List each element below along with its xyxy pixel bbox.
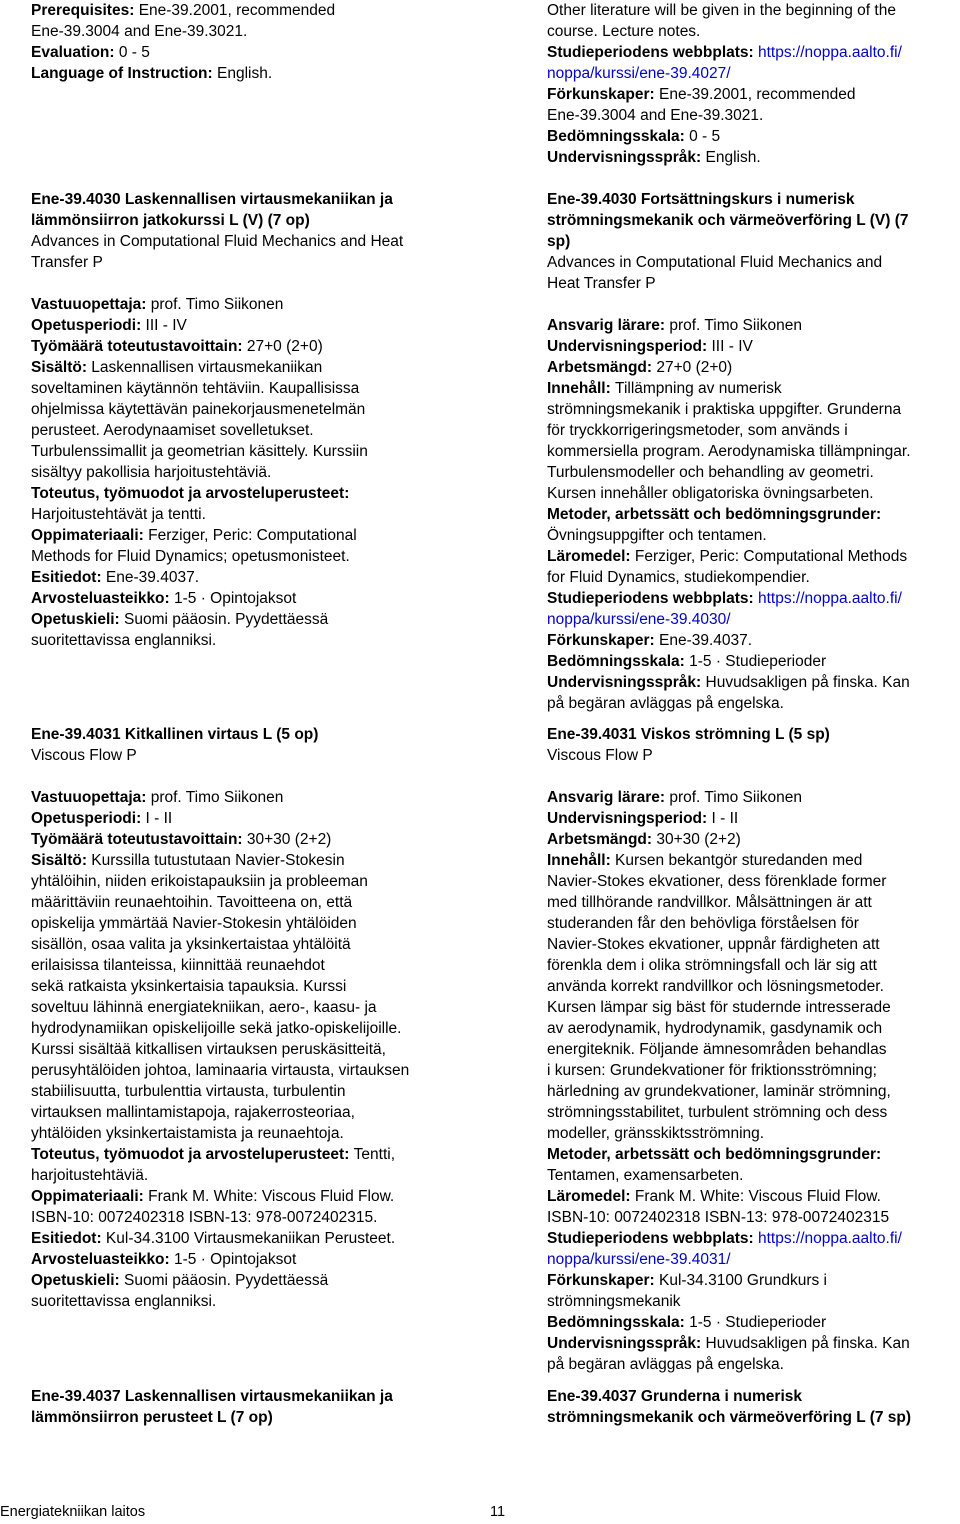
text-line (547, 399, 911, 420)
text-line (547, 850, 910, 871)
text-span: Ene-39.2001, recommended (658, 86, 856, 103)
field-label: Sisältö: (31, 852, 92, 869)
text-line (547, 1386, 911, 1407)
field-label: lämmönsiirron perusteet L (7 op) (31, 1409, 273, 1426)
text-span: strömningsstabilitet, turbulent strömning och dess (547, 1104, 888, 1121)
text-span: Ene-39.3004 and Ene-39.3021. (547, 107, 764, 124)
text-span: soveltaminen käytännön tehtäviin. Kaupallisissa (31, 380, 360, 397)
text-line (547, 231, 911, 252)
text-line (31, 252, 403, 273)
field-label: Arvosteluasteikko: (31, 590, 174, 607)
text-line (547, 252, 911, 273)
text-line (547, 934, 910, 955)
text-span: 27+0 (2+0) (246, 338, 323, 355)
text-line (31, 0, 335, 21)
right-course-ene-39-4037 (547, 1386, 911, 1428)
text-line (31, 1123, 409, 1144)
text-span: av aerodynamik, hydrodynamik, gasdynamik och (547, 1020, 883, 1037)
text-line (31, 588, 403, 609)
text-span: Huvudsakligen på finska. Kan (705, 674, 910, 691)
field-label: Ene-39.4037 Grunderna i numerisk (547, 1388, 802, 1405)
text-span: studeranden får den behövliga förståelsen för (547, 915, 859, 932)
text-span: Heat Transfer P (547, 275, 656, 292)
text-line (31, 1291, 409, 1312)
field-label: Studieperiodens webbplats: (547, 590, 758, 607)
text-line (31, 420, 403, 441)
text-line (31, 1102, 409, 1123)
blank-line (547, 294, 911, 315)
text-line (31, 913, 409, 934)
text-line (547, 1249, 910, 1270)
text-span: Laskennallisen virtausmekaniikan (91, 359, 323, 376)
text-line (547, 913, 910, 934)
text-line (31, 745, 409, 766)
text-span: förenkla dem i olika strömningsfall och lär sig att (547, 957, 877, 974)
field-label: Läromedel: (547, 548, 635, 565)
footer-page-number: 11 (490, 1504, 506, 1520)
text-span: virtauksen mallintamistapoja, rajakerrosteoriaa, (31, 1104, 355, 1121)
text-span: III - IV (711, 338, 753, 355)
text-span: kommersiella program. Aerodynamiska tillämpningar. (547, 443, 911, 460)
text-span: använda korrekt randvillkor och lösningsmetoder. (547, 978, 884, 995)
field-label: Ene-39.4030 Laskennallisen virtausmekaniikan ja (31, 191, 393, 208)
text-line (547, 651, 911, 672)
field-label: Förkunskaper: (547, 86, 659, 103)
link-text[interactable]: noppa/kurssi/ene-39.4030/ (547, 611, 731, 628)
text-line (31, 1018, 409, 1039)
field-label: lämmönsiirron jatkokurssi L (V) (7 op) (31, 212, 310, 229)
text-span: 1-5 · Opintojaksot (174, 590, 297, 607)
field-label: Työmäärä toteutustavoittain: (31, 338, 247, 355)
text-line (31, 630, 403, 651)
text-line (547, 829, 910, 850)
text-span: Advances in Computational Fluid Mechanics and Heat (31, 233, 404, 250)
text-span: Kursen bekantgör sturedanden med (615, 852, 863, 869)
text-line (547, 588, 911, 609)
text-line (31, 1228, 409, 1249)
text-span: i kursen: Grundekvationer för friktionsströmning; (547, 1062, 877, 1079)
text-line (547, 1228, 910, 1249)
text-line (31, 787, 409, 808)
text-span: 0 - 5 (689, 128, 721, 145)
text-line (547, 504, 911, 525)
field-label: strömningsmekanik och värmeöverföring L (7 sp) (547, 1409, 912, 1426)
left-prerequisites-block (31, 0, 335, 84)
text-span: I - II (145, 810, 173, 827)
field-label: Bedömningsskala: (547, 653, 690, 670)
text-line (31, 1407, 393, 1428)
text-line (547, 1270, 910, 1291)
text-span: på begäran avläggas på engelska. (547, 1356, 784, 1373)
text-line (31, 441, 403, 462)
text-line (31, 871, 409, 892)
field-label: Oppimateriaali: (31, 1188, 149, 1205)
footer-department: Energiatekniikan laitos (0, 1504, 146, 1520)
text-span: Tillämpning av numerisk (615, 380, 782, 397)
text-span: Ferziger, Peric: Computational Methods (634, 548, 908, 565)
field-label: Innehåll: (547, 380, 616, 397)
text-span: English. (217, 65, 273, 82)
text-line (547, 546, 911, 567)
left-column (31, 0, 471, 1440)
field-label: sp) (547, 233, 571, 250)
field-label: Vastuuopettaja: (31, 296, 151, 313)
text-span: Turbulensmodeller och behandling av geometri. (547, 464, 874, 481)
text-line (547, 997, 910, 1018)
text-span: 1-5 · Opintojaksot (174, 1251, 297, 1268)
text-span: Övningsuppgifter och tentamen. (547, 527, 767, 544)
text-line (547, 976, 910, 997)
text-line (547, 210, 911, 231)
text-line (31, 462, 403, 483)
text-span: course. Lecture notes. (547, 23, 701, 40)
text-span: 1-5 · Studieperioder (689, 653, 827, 670)
text-span: ISBN-10: 0072402318 ISBN-13: 978-0072402315 (547, 1209, 890, 1226)
text-line (31, 997, 409, 1018)
text-line (547, 1186, 910, 1207)
field-label: Evaluation: (31, 44, 119, 61)
field-label: Opetuskieli: (31, 1272, 125, 1289)
text-span: Ene-39.3004 and Ene-39.3021. (31, 23, 248, 40)
text-line (547, 441, 911, 462)
text-span: Huvudsakligen på finska. Kan (705, 1335, 910, 1352)
text-line (31, 504, 403, 525)
field-label: Undervisningsspråk: (547, 674, 706, 691)
text-span: määrittäviin reunaehtoihin. Tavoitteena on, että (31, 894, 353, 911)
text-span: Transfer P (31, 254, 103, 271)
text-line (547, 1144, 910, 1165)
text-line (547, 1081, 910, 1102)
text-line (547, 808, 910, 829)
text-span: ISBN-10: 0072402318 ISBN-13: 978-0072402315. (31, 1209, 378, 1226)
field-label: Esitiedot: (31, 569, 106, 586)
text-span: yhtälöiden yksinkertaistamista ja reunaehtoja. (31, 1125, 344, 1142)
text-line (547, 21, 902, 42)
field-label: Undervisningsspråk: (547, 1335, 706, 1352)
field-label: Ene-39.4030 Fortsättningskurs i numerisk (547, 191, 855, 208)
field-label: Ansvarig lärare: (547, 789, 670, 806)
text-span: modeller, gränsskiktsströmning. (547, 1125, 765, 1142)
field-label: Förkunskaper: (547, 632, 659, 649)
field-label: Esitiedot: (31, 1230, 106, 1247)
text-span: perusyhtälöiden johtoa, laminaaria virtausta, virtauksen (31, 1062, 410, 1079)
text-span: Navier-Stokes ekvationer, dess förenklade former (547, 873, 887, 890)
text-span: I - II (711, 810, 739, 827)
text-span: energiteknik. Följande ämnesområden behandlas (547, 1041, 887, 1058)
text-line (547, 462, 911, 483)
link-text[interactable]: https://noppa.aalto.fi/ (758, 590, 902, 607)
text-span: III - IV (145, 317, 187, 334)
field-label: Ansvarig lärare: (547, 317, 670, 334)
text-span: Frank M. White: Viscous Fluid Flow. (148, 1188, 395, 1205)
text-line (31, 724, 409, 745)
text-line (31, 1081, 409, 1102)
text-span: på begäran avläggas på engelska. (547, 695, 784, 712)
text-span: sisällön, osaa valita ja yksinkertaistaa yhtälöitä (31, 936, 351, 953)
text-line (31, 378, 403, 399)
text-line (547, 189, 911, 210)
field-label: Työmäärä toteutustavoittain: (31, 831, 247, 848)
right-column (547, 0, 960, 1440)
right-course-ene-39-4030 (547, 189, 911, 714)
field-label: Metoder, arbetssätt och bedömningsgrunder: (547, 506, 882, 523)
text-span: Frank M. White: Viscous Fluid Flow. (634, 1188, 881, 1205)
field-label: strömningsmekanik och värmeöverföring L (V) (7 (547, 212, 909, 229)
text-line (547, 567, 911, 588)
text-line (31, 955, 409, 976)
text-span: perusteet. Aerodynaamiset sovelletukset. (31, 422, 314, 439)
link-text[interactable]: https://noppa.aalto.fi/ (758, 44, 902, 61)
text-span: 30+30 (2+2) (246, 831, 332, 848)
text-span: Kurssi sisältää kitkallisen virtauksen peruskäsitteitä, (31, 1041, 386, 1058)
text-line (547, 63, 902, 84)
text-span: 27+0 (2+0) (656, 359, 733, 376)
text-line (31, 231, 403, 252)
field-label: Opetusperiodi: (31, 317, 146, 334)
field-label: Studieperiodens webbplats: (547, 1230, 758, 1247)
field-label: Ene-39.4031 Kitkallinen virtaus L (5 op) (31, 726, 319, 743)
text-line (31, 1207, 409, 1228)
text-line (31, 850, 409, 871)
text-line (547, 357, 911, 378)
text-span: Methods for Fluid Dynamics; opetusmonisteet. (31, 548, 350, 565)
text-span: Suomi pääosin. Pyydettäessä (124, 611, 329, 628)
text-line (31, 829, 409, 850)
text-span: Ene-39.2001, recommended (138, 2, 336, 19)
text-line (547, 787, 910, 808)
field-label: Metoder, arbetssätt och bedömningsgrunder: (547, 1146, 882, 1163)
text-span: Ferziger, Peric: Computational (148, 527, 357, 544)
text-line (547, 609, 911, 630)
text-line (547, 1354, 910, 1375)
link-text[interactable]: noppa/kurssi/ene-39.4027/ (547, 65, 731, 82)
text-span: Navier-Stokes ekvationer, uppnår färdigheten att (547, 936, 880, 953)
text-span: harjoitustehtäviä. (31, 1167, 149, 1184)
field-label: Vastuuopettaja: (31, 789, 151, 806)
text-line (31, 1186, 409, 1207)
text-line (547, 126, 902, 147)
text-line (31, 21, 335, 42)
text-line (547, 105, 902, 126)
link-text[interactable]: noppa/kurssi/ene-39.4031/ (547, 1251, 731, 1268)
text-line (547, 1407, 911, 1428)
field-label: Undervisningsperiod: (547, 810, 712, 827)
text-line (547, 483, 911, 504)
right-course-ene-39-4031 (547, 724, 910, 1375)
field-label: Toteutus, työmuodot ja arvosteluperusteet: (31, 1146, 354, 1163)
field-label: Undervisningsperiod: (547, 338, 712, 355)
text-line (547, 315, 911, 336)
text-line (31, 399, 403, 420)
text-span: Ene-39.4037. (105, 569, 199, 586)
field-label: Undervisningsspråk: (547, 149, 706, 166)
link-text[interactable]: https://noppa.aalto.fi/ (758, 1230, 902, 1247)
field-label: Opetuskieli: (31, 611, 125, 628)
field-label: Language of Instruction: (31, 65, 217, 82)
text-span: Kurssilla tutustutaan Navier-Stokesin (91, 852, 345, 869)
field-label: Toteutus, työmuodot ja arvosteluperusteet: (31, 485, 350, 502)
text-line (31, 1249, 409, 1270)
text-span: Kursen lämpar sig bäst för studernde intresserade (547, 999, 891, 1016)
text-span: Kul-34.3100 Virtausmekaniikan Perusteet. (105, 1230, 396, 1247)
left-course-ene-39-4031 (31, 724, 409, 1312)
text-span: härledning av grundekvationer, laminär strömning, (547, 1083, 891, 1100)
text-line (547, 525, 911, 546)
text-span: 30+30 (2+2) (656, 831, 741, 848)
text-line (31, 1165, 409, 1186)
text-line (31, 210, 403, 231)
text-span: erilaisissa tilanteissa, kiinnittää reunaehdot (31, 957, 325, 974)
field-label: Studieperiodens webbplats: (547, 44, 758, 61)
text-span: Kursen innehåller obligatoriska övningsarbeten. (547, 485, 874, 502)
text-line (31, 609, 403, 630)
field-label: Sisältö: (31, 359, 92, 376)
text-span: opiskelija ymmärtää Navier-Stokesin yhtälöiden (31, 915, 357, 932)
text-span: English. (705, 149, 761, 166)
field-label: Läromedel: (547, 1188, 635, 1205)
text-line (547, 745, 910, 766)
text-span: soveltuu lähinnä energiatekniikan, aero-, kaasu- ja (31, 999, 377, 1016)
text-span: suoritettavissa englanniksi. (31, 632, 217, 649)
right-literature-block (547, 0, 902, 168)
text-span: sisältyy pakollisia harjoitustehtäviä. (31, 464, 272, 481)
text-line (547, 892, 910, 913)
text-line (547, 1102, 910, 1123)
text-line (31, 1270, 409, 1291)
text-span: Kul-34.3100 Grundkurs i (658, 1272, 827, 1289)
text-line (31, 294, 403, 315)
field-label: Arvosteluasteikko: (31, 1251, 174, 1268)
text-line (31, 525, 403, 546)
text-line (547, 1291, 910, 1312)
text-span: suoritettavissa englanniksi. (31, 1293, 217, 1310)
blank-line (547, 766, 910, 787)
text-line (31, 357, 403, 378)
field-label: Prerequisites: (31, 2, 139, 19)
text-line (31, 1144, 409, 1165)
text-span: stabiilisuutta, turbulenttia virtausta, turbulentin (31, 1083, 346, 1100)
text-line (547, 871, 910, 892)
text-span: för tryckkorrigeringsmetoder, som används i (547, 422, 848, 439)
text-span: yhtälöihin, niiden erikoistapauksiin ja probleeman (31, 873, 368, 890)
text-span: Viscous Flow P (547, 747, 653, 764)
text-line (547, 147, 902, 168)
text-span: 1-5 · Studieperioder (689, 1314, 827, 1331)
text-span: prof. Timo Siikonen (669, 317, 803, 334)
text-line (31, 315, 403, 336)
text-span: Tentamen, examensarbeten. (547, 1167, 744, 1184)
text-line (547, 693, 911, 714)
left-course-ene-39-4030 (31, 189, 403, 651)
text-span: hydrodynamiikan opiskelijoille sekä jatko-opiskelijoille. (31, 1020, 402, 1037)
text-span: strömningsmekanik i praktiska uppgifter. Grunderna (547, 401, 902, 418)
field-label: Ene-39.4031 Viskos strömning L (5 sp) (547, 726, 830, 743)
field-label: Oppimateriaali: (31, 527, 149, 544)
text-line (547, 1312, 910, 1333)
text-line (31, 976, 409, 997)
text-line (547, 1333, 910, 1354)
text-line (31, 1039, 409, 1060)
text-line (547, 1207, 910, 1228)
text-line (547, 1123, 910, 1144)
text-line (31, 892, 409, 913)
field-label: Ene-39.4037 Laskennallisen virtausmekaniikan ja (31, 1388, 393, 1405)
text-line (547, 672, 911, 693)
text-line (31, 1386, 393, 1407)
text-line (547, 724, 910, 745)
text-line (31, 189, 403, 210)
text-span: strömningsmekanik (547, 1293, 681, 1310)
text-span: for Fluid Dynamics, studiekompendier. (547, 569, 810, 586)
field-label: Bedömningsskala: (547, 128, 690, 145)
text-span: Other literature will be given in the beginning of the (547, 2, 896, 19)
text-line (547, 1018, 910, 1039)
text-span: Suomi pääosin. Pyydettäessä (124, 1272, 329, 1289)
text-line (31, 42, 335, 63)
text-span: med tillhörande randvillkor. Målsättningen är att (547, 894, 872, 911)
text-line (31, 336, 403, 357)
text-line (31, 934, 409, 955)
text-line (547, 955, 910, 976)
text-line (31, 483, 403, 504)
text-line (31, 546, 403, 567)
text-line (31, 63, 335, 84)
text-span: Viscous Flow P (31, 747, 137, 764)
text-line (31, 808, 409, 829)
blank-line (31, 766, 409, 787)
text-line (547, 336, 911, 357)
field-label: Innehåll: (547, 852, 616, 869)
text-line (547, 630, 911, 651)
text-span: Advances in Computational Fluid Mechanics and (547, 254, 883, 271)
text-line (547, 1165, 910, 1186)
text-span: Ene-39.4037. (658, 632, 753, 649)
text-line (547, 273, 911, 294)
text-line (547, 378, 911, 399)
text-span: Harjoitustehtävät ja tentti. (31, 506, 206, 523)
text-line (547, 0, 902, 21)
field-label: Bedömningsskala: (547, 1314, 690, 1331)
text-span: Turbulenssimallit ja geometrian käsittely. Kurssiin (31, 443, 368, 460)
text-span: sekä ratkaista yksinkertaisia tapauksia. Kurssi (31, 978, 347, 995)
text-span: prof. Timo Siikonen (150, 296, 284, 313)
field-label: Arbetsmängd: (547, 359, 657, 376)
left-course-ene-39-4037 (31, 1386, 393, 1428)
text-line (547, 84, 902, 105)
text-span: prof. Timo Siikonen (669, 789, 803, 806)
text-line (547, 42, 902, 63)
text-line (31, 1060, 409, 1081)
text-span: Tentti, (353, 1146, 396, 1163)
text-line (547, 1060, 910, 1081)
text-line (547, 420, 911, 441)
text-span: ohjelmissa käytettävän painekorjausmenetelmän (31, 401, 366, 418)
blank-line (31, 273, 403, 294)
text-span: 0 - 5 (118, 44, 150, 61)
field-label: Arbetsmängd: (547, 831, 657, 848)
text-span: prof. Timo Siikonen (150, 789, 284, 806)
text-line (31, 567, 403, 588)
field-label: Förkunskaper: (547, 1272, 659, 1289)
field-label: Opetusperiodi: (31, 810, 146, 827)
text-line (547, 1039, 910, 1060)
